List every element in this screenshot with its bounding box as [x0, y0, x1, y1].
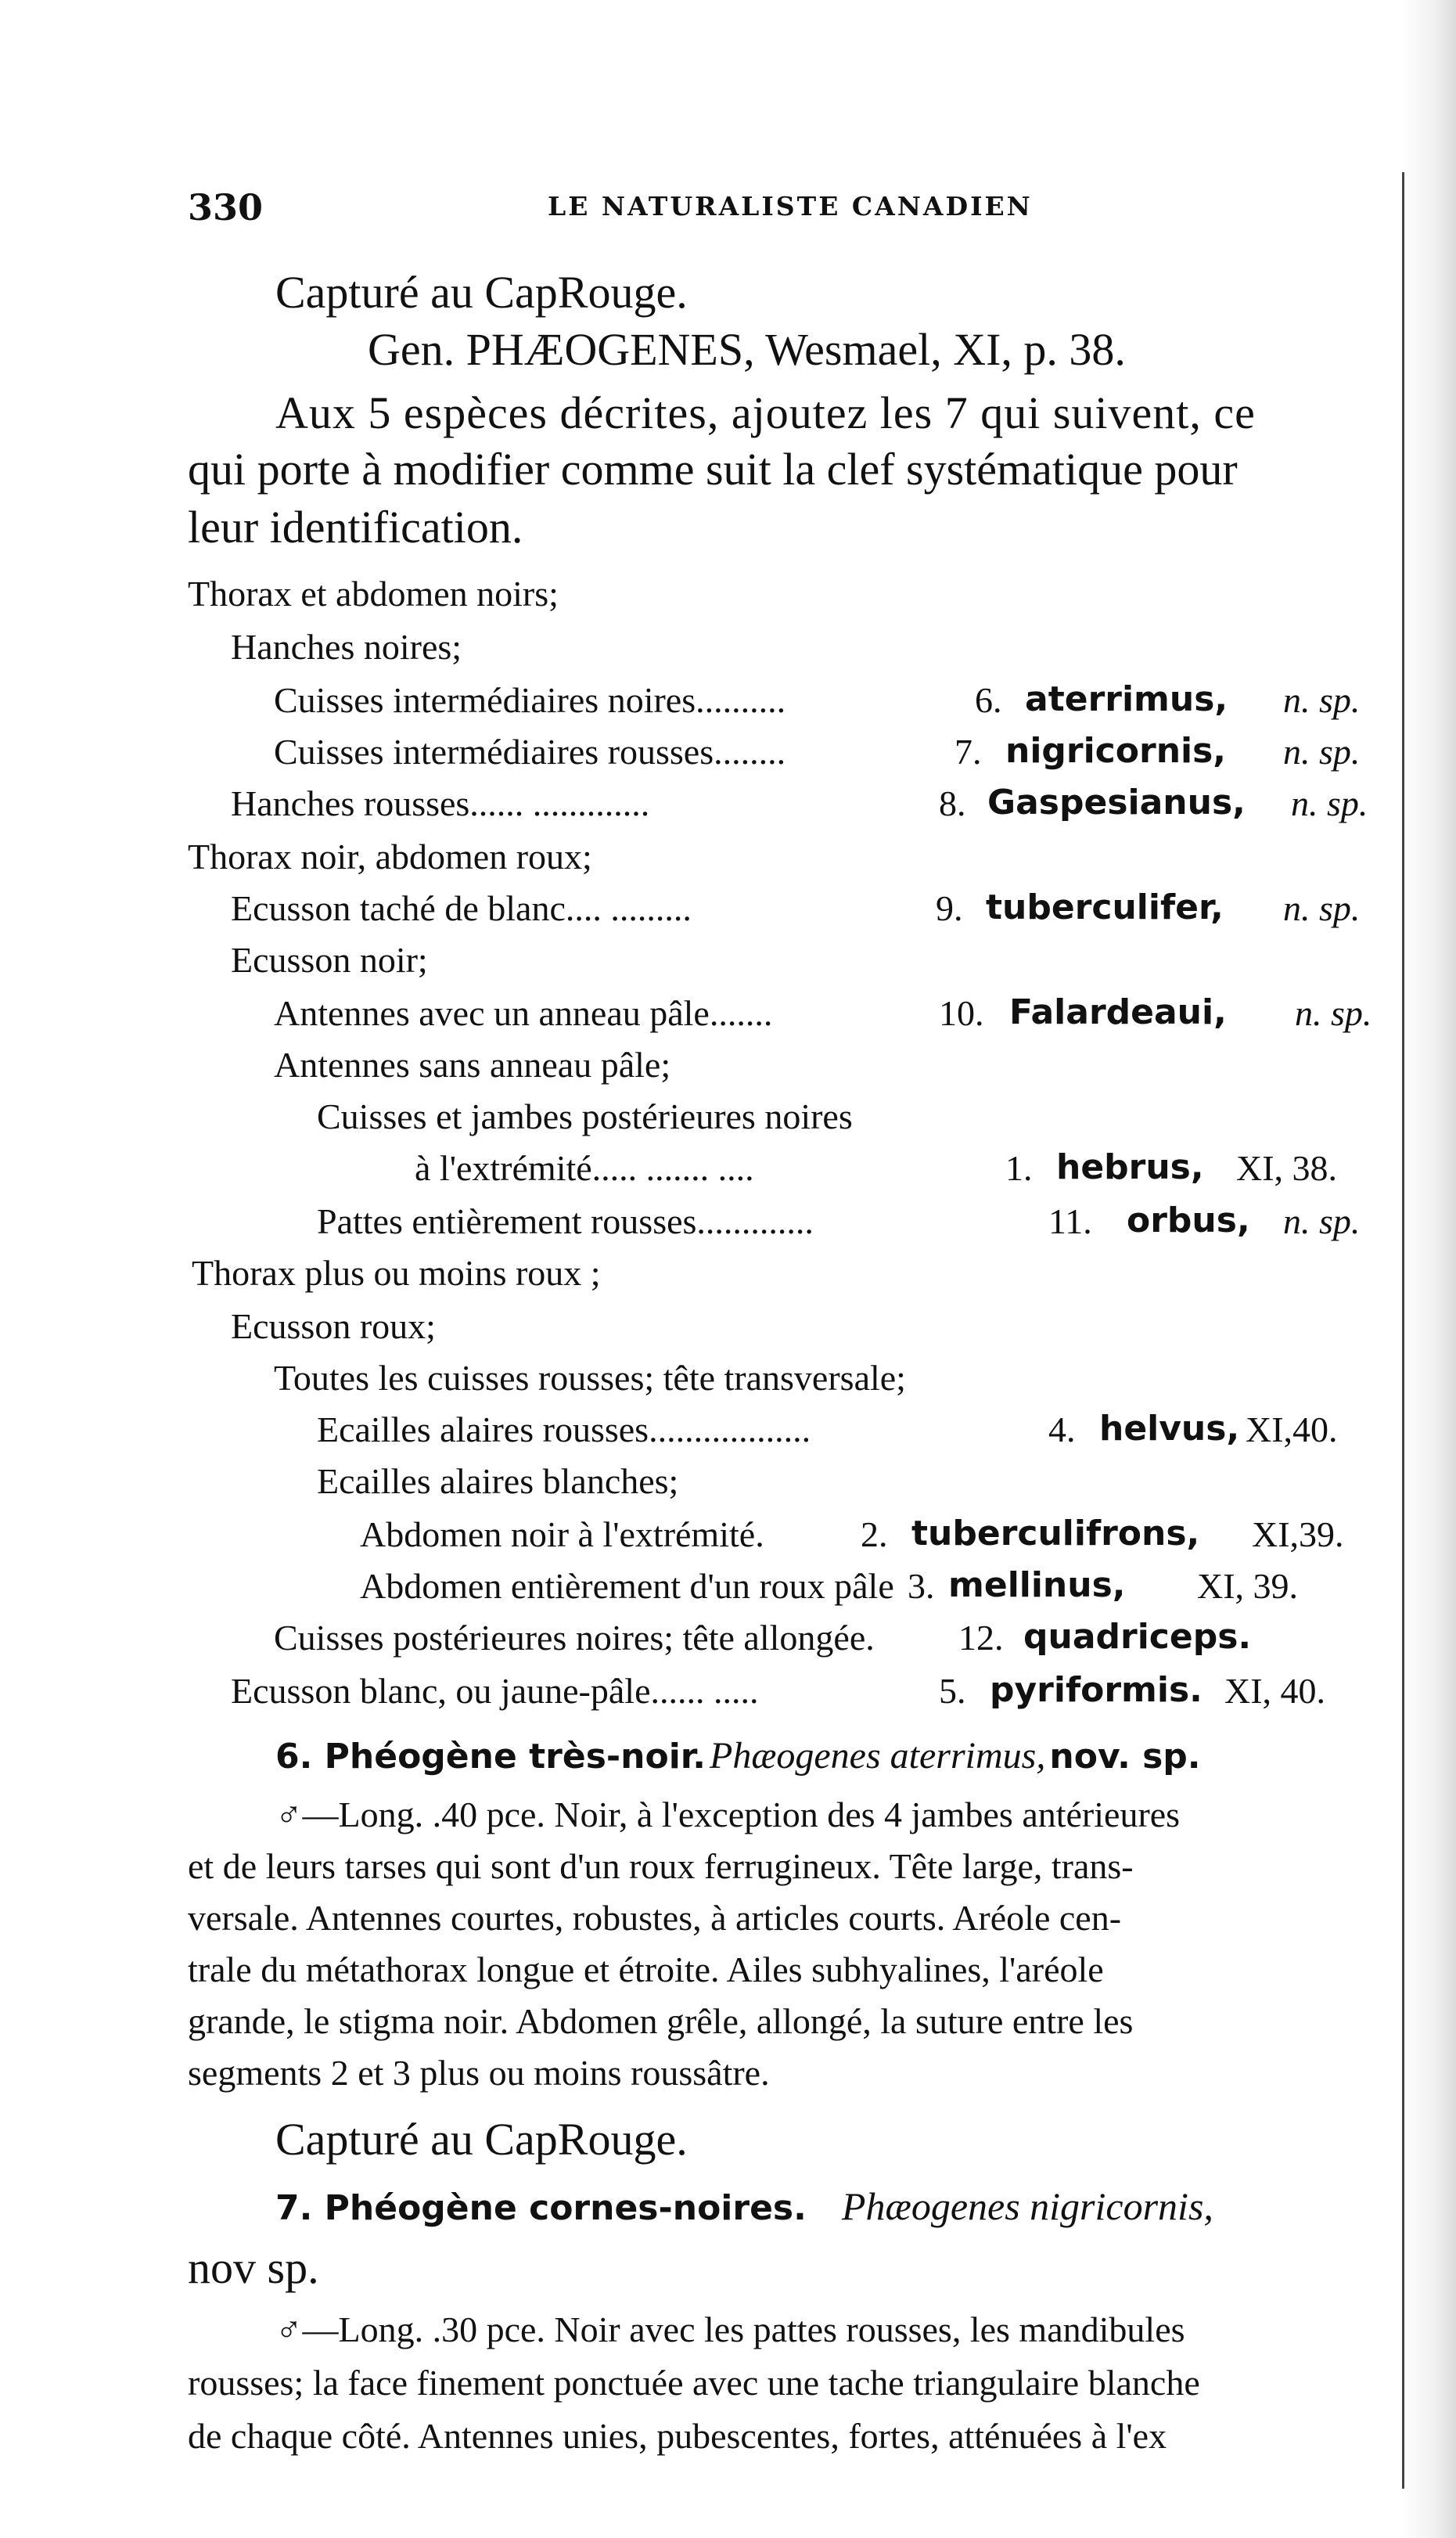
key-reference: XI, 39. — [1197, 1566, 1299, 1606]
key-text: Cuisses intermédiaires rousses........ — [274, 732, 786, 772]
key-row — [0, 836, 1393, 891]
key-text: Antennes avec un anneau pâle....... — [274, 993, 773, 1033]
key-number: 11. — [1048, 1201, 1092, 1241]
key-reference: XI, 40. — [1224, 1671, 1326, 1711]
key-text: Thorax plus ou moins roux ; — [192, 1253, 601, 1293]
key-text: Cuisses et jambes postérieures noires — [317, 1096, 853, 1136]
key-text: Abdomen noir à l'extrémité. — [360, 1514, 764, 1554]
key-row — [0, 1514, 1393, 1568]
species-6-description-line: segments 2 et 3 plus ou moins roussâtre. — [188, 2053, 770, 2093]
key-text: Ecusson roux; — [231, 1306, 436, 1346]
key-row — [0, 1147, 1393, 1202]
key-row — [0, 1201, 1393, 1255]
key-text: Hanches noires; — [231, 627, 462, 667]
key-row — [0, 1305, 1393, 1360]
key-row — [0, 992, 1393, 1047]
key-text: Hanches rousses...... ............. — [231, 783, 650, 823]
key-number: 1. — [1005, 1148, 1033, 1188]
species-6-description-line: grande, le stigma noir. Abdomen grêle, allongé, la suture entre les — [188, 2001, 1134, 2041]
key-row — [0, 1670, 1393, 1725]
intro-paragraph-line-2: qui porte à modifier comme suit la clef systématique pour — [188, 444, 1238, 495]
species-name: tuberculifer, — [986, 887, 1224, 927]
key-text: Antennes sans anneau pâle; — [274, 1045, 671, 1085]
key-number: 4. — [1048, 1409, 1076, 1449]
species-7-description-line: ♂—Long. .30 pce. Noir avec les pattes rousses, les mandibules — [275, 2309, 1185, 2349]
key-row — [0, 731, 1393, 786]
key-number: 9. — [936, 888, 963, 928]
page-edge-shadow — [1401, 0, 1456, 2538]
key-reference: XI,40. — [1246, 1409, 1338, 1449]
key-text: Ecusson blanc, ou jaune-pâle...... ..... — [231, 1671, 759, 1711]
key-row — [0, 1096, 1393, 1150]
key-row — [0, 1565, 1393, 1620]
key-reference: n. sp. — [1283, 888, 1361, 928]
heading-title: 6. Phéogène très-noir. — [275, 1737, 706, 1777]
key-reference: XI,39. — [1252, 1514, 1344, 1554]
page-number: 330 — [188, 186, 264, 229]
heading-title: 7. Phéogène cornes-noires. — [275, 2188, 807, 2228]
species-7-description-line: de chaque côté. Antennes unies, pubescentes, fortes, atténuées à l'ex — [188, 2416, 1167, 2456]
species-name: helvus, — [1099, 1409, 1240, 1449]
species-name: tuberculifrons, — [911, 1514, 1200, 1553]
heading-latin-name: Phæogenes aterrimus, — [710, 1735, 1046, 1777]
page-header — [188, 186, 1033, 233]
species-name: Gaspesianus, — [987, 783, 1246, 823]
key-text: Ecailles alaires rousses.................. — [317, 1409, 811, 1449]
genus-line: Gen. PHÆOGENES, Wesmael, XI, p. 38. — [368, 324, 1126, 375]
key-text: Ecailles alaires blanches; — [317, 1461, 679, 1501]
key-row — [0, 939, 1393, 994]
species-7-description-line: rousses; la face finement ponctuée avec une tache triangulaire blanche — [188, 2363, 1200, 2403]
key-row — [0, 1252, 1393, 1307]
key-reference: n. sp. — [1295, 993, 1372, 1033]
species-6-description-line: trale du métathorax longue et étroite. Ailes subhyalines, l'aréole — [188, 1949, 1104, 1989]
species-7-heading — [275, 2183, 1213, 2229]
key-reference: n. sp. — [1291, 783, 1368, 823]
captured-line-1: Capturé au CapRouge. — [275, 267, 688, 318]
gutter-line — [1402, 172, 1404, 2489]
running-title: LE NATURALISTE CANADIEN — [548, 191, 1033, 221]
key-number: 10. — [939, 993, 984, 1033]
key-row — [0, 679, 1393, 734]
key-row — [0, 1044, 1393, 1099]
key-reference: n. sp. — [1283, 1201, 1361, 1241]
key-row — [0, 573, 1393, 628]
species-name: aterrimus, — [1025, 679, 1228, 719]
key-text: Ecusson noir; — [231, 940, 428, 980]
species-name: quadriceps. — [1023, 1617, 1252, 1657]
key-row — [0, 1409, 1393, 1463]
key-number: 2. — [861, 1514, 888, 1554]
key-row — [0, 783, 1393, 837]
key-number: 6. — [975, 680, 1002, 720]
key-reference: XI, 38. — [1236, 1148, 1338, 1188]
key-text: Thorax noir, abdomen roux; — [188, 837, 592, 877]
key-number: 12. — [958, 1618, 1004, 1658]
key-text: Ecusson taché de blanc.... ......... — [231, 888, 692, 928]
key-row — [0, 626, 1393, 681]
key-text: Abdomen entièrement d'un roux pâle — [360, 1566, 894, 1606]
key-reference: n. sp. — [1283, 680, 1361, 720]
intro-paragraph-line-1: Aux 5 espèces décrites, ajoutez les 7 qui suivent, ce — [275, 387, 1256, 438]
key-text: à l'extrémité..... ....... .... — [415, 1148, 754, 1188]
species-6-description-line: ♂—Long. .40 pce. Noir, à l'exception des 4 jambes antérieures — [275, 1795, 1181, 1834]
key-text: Thorax et abdomen noirs; — [188, 574, 559, 614]
species-6-heading — [275, 1734, 1201, 1777]
captured-line-2: Capturé au CapRouge. — [275, 2114, 688, 2165]
key-text: Pattes entièrement rousses............. — [317, 1201, 814, 1241]
species-6-description-line: et de leurs tarses qui sont d'un roux ferrugineux. Tête large, trans- — [188, 1846, 1134, 1886]
key-reference: n. sp. — [1283, 732, 1361, 772]
species-name: nigricornis, — [1005, 731, 1227, 771]
key-number: 3. — [908, 1566, 935, 1606]
species-name: mellinus, — [948, 1565, 1126, 1605]
species-name: hebrus, — [1056, 1147, 1204, 1187]
key-text: Cuisses intermédiaires noires.......... — [274, 680, 786, 720]
species-7-heading-suffix: nov sp. — [188, 2242, 319, 2293]
key-row — [0, 1357, 1393, 1412]
heading-latin-name: Phæogenes nigricornis, — [841, 2184, 1213, 2228]
intro-paragraph-line-3: leur identification. — [188, 502, 523, 553]
heading-suffix: nov. sp. — [1049, 1737, 1201, 1777]
key-number: 5. — [939, 1671, 966, 1711]
species-name: Falardeaui, — [1009, 992, 1227, 1032]
species-name: orbus, — [1127, 1201, 1250, 1240]
species-6-description-line: versale. Antennes courtes, robustes, à articles courts. Aréole cen- — [188, 1898, 1122, 1938]
species-name: pyriformis. — [990, 1670, 1203, 1710]
key-row — [0, 1460, 1393, 1515]
key-number: 8. — [939, 783, 966, 823]
key-row — [0, 1617, 1393, 1672]
key-number: 7. — [954, 732, 982, 772]
key-row — [0, 887, 1393, 942]
key-text: Cuisses postérieures noires; tête allongée. — [274, 1618, 875, 1658]
key-text: Toutes les cuisses rousses; tête transversale; — [274, 1358, 906, 1398]
